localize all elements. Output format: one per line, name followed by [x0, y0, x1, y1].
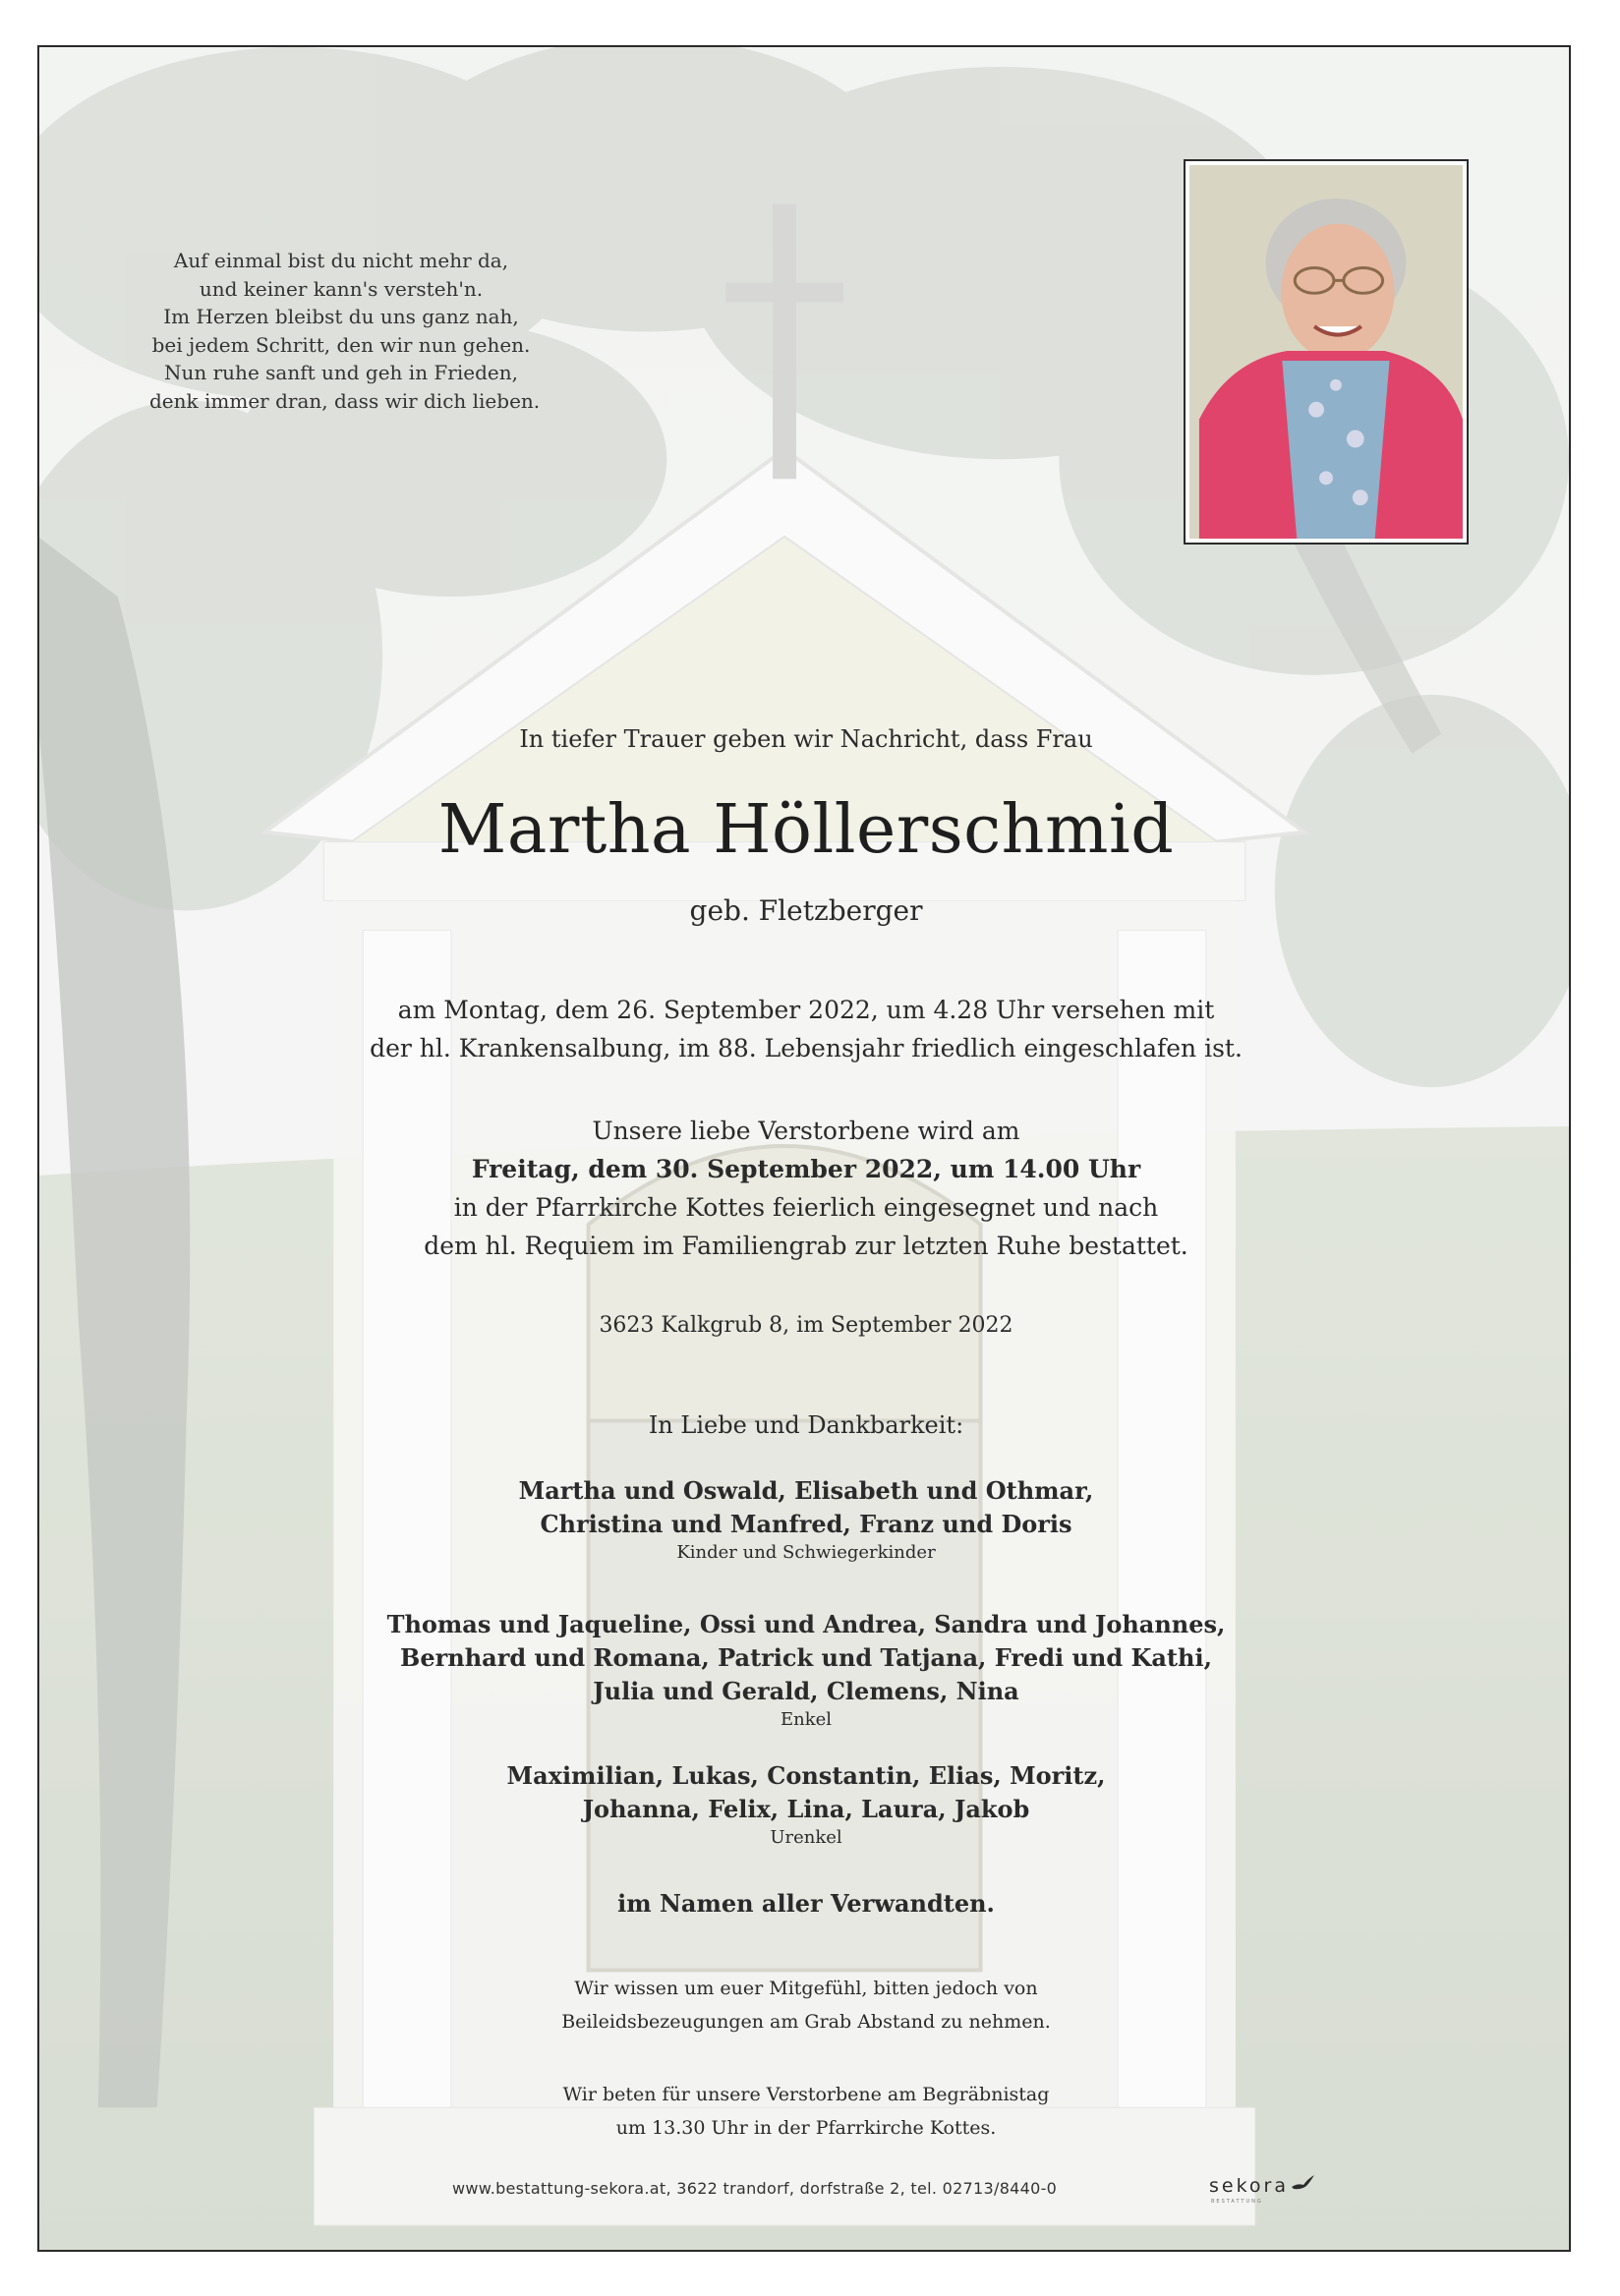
logo-wordmark: sekora — [1209, 2175, 1289, 2197]
poem — [149, 247, 541, 415]
poem-line: und keiner kann's versteh'n. — [199, 276, 484, 301]
bird-icon — [1290, 2173, 1315, 2193]
mourner-line: Johanna, Felix, Lina, Laura, Jakob — [582, 1795, 1030, 1823]
closing-line: im Namen aller Verwandten. — [617, 1889, 995, 1918]
grandchildren-group — [295, 1608, 1317, 1732]
poem-line: Im Herzen bleibst du uns ganz nah, — [163, 305, 519, 328]
mourner-line: Julia und Gerald, Clemens, Nina — [593, 1677, 1019, 1705]
condolence-note — [295, 1972, 1317, 2038]
prayer-note — [295, 2078, 1317, 2145]
intro-text: In tiefer Trauer geben wir Nachricht, dass Frau — [519, 725, 1093, 753]
mourner-line: Maximilian, Lukas, Constantin, Elias, Moritz, — [506, 1761, 1106, 1790]
funeral-line: Unsere liebe Verstorbene wird am — [592, 1117, 1020, 1145]
footer-contact: www.bestattung-sekora.at, 3622 trandorf, dorfstraße 2, tel. 02713/8440-0 — [452, 2179, 1058, 2198]
sekora-logo — [1209, 2173, 1317, 2212]
great-grandchildren-group — [295, 1759, 1317, 1850]
death-announcement — [295, 991, 1317, 1067]
children-group — [295, 1474, 1317, 1565]
note-line: Wir beten für unsere Verstorbene am Begräbnistag — [562, 2084, 1050, 2105]
mourner-line: Christina und Manfred, Franz und Doris — [540, 1510, 1072, 1538]
note-line: um 13.30 Uhr in der Pfarrkirche Kottes. — [615, 2117, 997, 2139]
funeral-info — [295, 1112, 1317, 1265]
poem-line: bei jedem Schritt, den wir nun gehen. — [151, 332, 531, 357]
death-line: der hl. Krankensalbung, im 88. Lebensjahr friedlich eingeschlafen ist. — [370, 1034, 1243, 1062]
logo-subtitle: BESTATTUNG — [1211, 2199, 1263, 2205]
portrait-image — [1189, 165, 1463, 539]
mourner-line: Bernhard und Romana, Patrick und Tatjana, Fredi und Kathi, — [400, 1643, 1212, 1672]
note-line: Wir wissen um euer Mitgefühl, bitten jedoch von — [574, 1978, 1038, 1999]
relation-label: Enkel — [780, 1709, 833, 1730]
obituary-content — [39, 47, 1569, 2250]
death-line: am Montag, dem 26. September 2022, um 4.28 Uhr versehen mit — [397, 996, 1215, 1024]
deceased-name: Martha Höllerschmid — [437, 791, 1175, 869]
poem-line: denk immer dran, dass wir dich lieben. — [149, 388, 541, 413]
funeral-line: dem hl. Requiem im Familiengrab zur letzten Ruhe bestattet. — [424, 1232, 1188, 1260]
poem-line: Nun ruhe sanft und geh in Frieden, — [164, 361, 518, 384]
funeral-date: Freitag, dem 30. September 2022, um 14.00 Uhr — [471, 1155, 1141, 1183]
relation-label: Urenkel — [770, 1827, 842, 1848]
note-line: Beileidsbezeugungen am Grab Abstand zu nehmen. — [561, 2011, 1051, 2033]
portrait-photo — [1184, 159, 1469, 545]
place-date: 3623 Kalkgrub 8, im September 2022 — [599, 1313, 1013, 1338]
relation-label: Kinder und Schwiegerkinder — [676, 1542, 936, 1563]
footer — [39, 2173, 1569, 2212]
mourner-line: Martha und Oswald, Elisabeth und Othmar, — [518, 1476, 1094, 1505]
funeral-line: in der Pfarrkirche Kottes feierlich eingesegnet und nach — [453, 1193, 1159, 1222]
page-frame — [37, 45, 1571, 2252]
poem-line: Auf einmal bist du nicht mehr da, — [173, 249, 509, 272]
thanks-heading: In Liebe und Dankbarkeit: — [648, 1411, 964, 1439]
mourner-line: Thomas und Jaqueline, Ossi und Andrea, Sandra und Johannes, — [386, 1610, 1226, 1638]
birth-name: geb. Fletzberger — [689, 894, 923, 927]
